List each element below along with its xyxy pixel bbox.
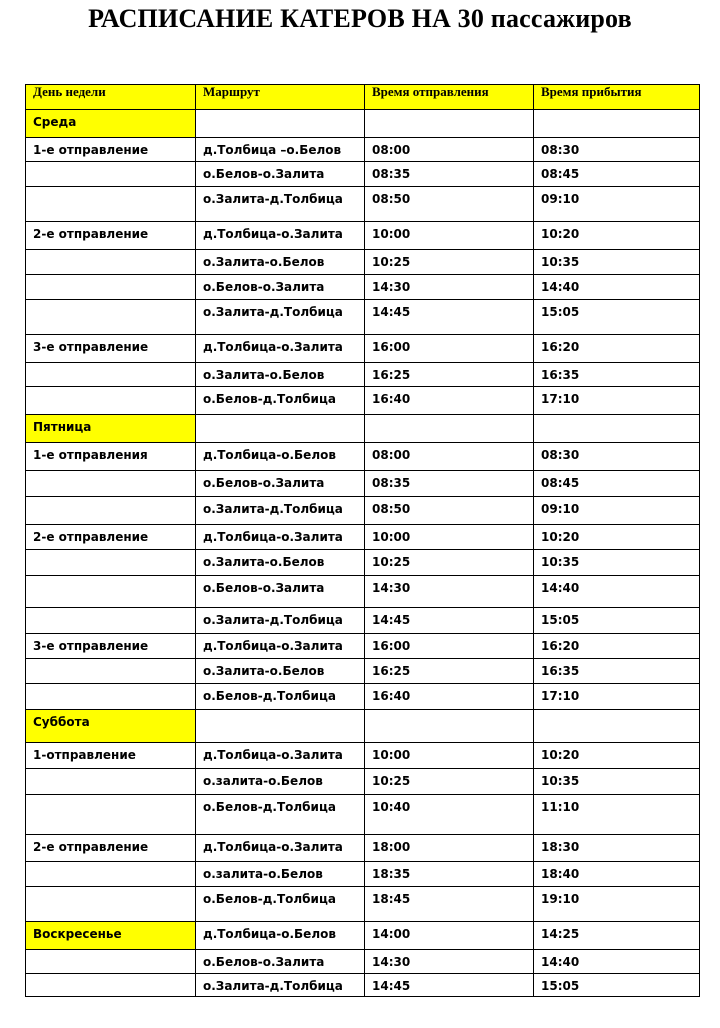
arrival-cell (534, 835, 700, 862)
departure-cell-text: 10:00 (372, 748, 411, 762)
header-route: Маршрут (196, 85, 365, 110)
route-cell-text: о.Залита-о.Белов (203, 368, 325, 382)
arrival-cell-text: 15:05 (541, 305, 580, 319)
day-label-cell (26, 387, 196, 415)
departure-cell (365, 443, 534, 471)
arrival-cell (534, 576, 700, 608)
arrival-cell (534, 659, 700, 684)
departure-cell-text: 10:00 (372, 227, 411, 241)
departure-cell-text (372, 110, 533, 115)
day-label-cell (26, 659, 196, 684)
day-label-cell (26, 300, 196, 335)
arrival-cell-text: 10:35 (541, 255, 580, 269)
day-label-cell-text (33, 162, 195, 167)
day-label-cell-text: 2-е отправление (33, 227, 149, 241)
arrival-cell-text: 10:20 (541, 748, 580, 762)
header-row (26, 85, 700, 110)
route-cell (196, 387, 365, 415)
arrival-cell (534, 550, 700, 576)
departure-cell-text: 14:30 (372, 955, 411, 969)
table-row (26, 187, 700, 222)
departure-cell (365, 710, 534, 743)
route-cell-text: о.Белов-д.Толбица (203, 689, 336, 703)
arrival-cell (534, 300, 700, 335)
route-cell-text: о.Белов-о.Залита (203, 167, 325, 181)
departure-cell-text: 16:25 (372, 368, 411, 382)
page-title: РАСПИСАНИЕ КАТЕРОВ НА 30 пассажиров (88, 4, 632, 33)
day-label-cell-text (33, 387, 195, 392)
table-row (26, 250, 700, 275)
departure-cell (365, 415, 534, 443)
departure-cell (365, 138, 534, 162)
arrival-cell (534, 471, 700, 497)
route-cell (196, 162, 365, 187)
schedule-table (25, 84, 700, 997)
day-label-cell-text (33, 769, 195, 774)
day-label-cell (26, 634, 196, 659)
day-label-cell (26, 743, 196, 769)
day-row (26, 710, 700, 743)
route-cell (196, 769, 365, 795)
route-cell (196, 608, 365, 634)
arrival-cell (534, 795, 700, 835)
day-label-cell-text (33, 974, 195, 979)
departure-cell (365, 275, 534, 300)
day-label-cell (26, 576, 196, 608)
arrival-cell-text: 17:10 (541, 392, 580, 406)
table-row (26, 387, 700, 415)
route-cell-text: д.Толбица –о.Белов (203, 143, 342, 157)
table-row (26, 300, 700, 335)
route-cell (196, 497, 365, 525)
route-cell (196, 922, 365, 950)
arrival-cell-text: 08:30 (541, 143, 580, 157)
day-label-cell-text (33, 795, 195, 800)
day-label-cell-text: Воскресенье (33, 927, 122, 941)
route-cell (196, 415, 365, 443)
departure-cell (365, 335, 534, 363)
route-cell (196, 862, 365, 887)
arrival-cell (534, 335, 700, 363)
arrival-cell (534, 110, 700, 138)
departure-cell-text (372, 710, 533, 715)
route-cell (196, 300, 365, 335)
day-label-cell-text: Суббота (33, 715, 90, 729)
day-label-cell-text: 1-отправление (33, 748, 136, 762)
departure-cell-text: 10:25 (372, 555, 411, 569)
route-cell-text: д.Толбица-о.Белов (203, 927, 336, 941)
arrival-cell-text: 14:40 (541, 955, 580, 969)
departure-cell-text: 14:30 (372, 280, 411, 294)
arrival-cell-text: 09:10 (541, 502, 580, 516)
route-cell-text: о.Залита-д.Толбица (203, 613, 343, 627)
arrival-cell (534, 950, 700, 974)
departure-cell (365, 950, 534, 974)
route-cell-text: о.Залита-д.Толбица (203, 979, 343, 993)
arrival-cell-text: 16:20 (541, 639, 580, 653)
arrival-cell (534, 710, 700, 743)
day-label-cell-text (33, 550, 195, 555)
day-label-cell-text: 1-е отправления (33, 448, 148, 462)
departure-cell-text: 16:40 (372, 392, 411, 406)
departure-cell-text: 14:45 (372, 979, 411, 993)
day-label-cell-text: 1-е отправление (33, 143, 149, 157)
arrival-cell (534, 922, 700, 950)
departure-cell-text: 18:35 (372, 867, 411, 881)
route-cell-text: о.залита-о.Белов (203, 774, 323, 788)
arrival-cell (534, 363, 700, 387)
header-day: День недели (26, 85, 196, 110)
day-label-cell-text (33, 887, 195, 892)
day-label-cell (26, 550, 196, 576)
day-label-cell-text (33, 250, 195, 255)
departure-cell-text: 18:00 (372, 840, 411, 854)
route-cell-text: д.Толбица-о.Залита (203, 639, 343, 653)
route-cell-text: о.Залита-о.Белов (203, 555, 325, 569)
departure-cell-text: 16:40 (372, 689, 411, 703)
departure-cell-text: 16:00 (372, 639, 411, 653)
arrival-cell-text: 14:40 (541, 581, 580, 595)
arrival-cell (534, 387, 700, 415)
day-row (26, 415, 700, 443)
table-row (26, 576, 700, 608)
arrival-cell (534, 222, 700, 250)
arrival-cell (534, 634, 700, 659)
arrival-cell (534, 974, 700, 997)
departure-cell-text: 10:40 (372, 800, 411, 814)
table-row (26, 887, 700, 922)
table-row (26, 138, 700, 162)
table-row (26, 497, 700, 525)
arrival-cell-text: 16:35 (541, 368, 580, 382)
table-row (26, 974, 700, 997)
route-cell-text: о.Белов-д.Толбица (203, 800, 336, 814)
departure-cell-text: 08:00 (372, 143, 411, 157)
route-cell-text: о.Белов-о.Залита (203, 955, 325, 969)
arrival-cell-text: 08:30 (541, 448, 580, 462)
arrival-cell (534, 769, 700, 795)
day-label-cell-text (33, 950, 195, 955)
departure-cell (365, 387, 534, 415)
arrival-cell (534, 743, 700, 769)
day-label-cell (26, 922, 196, 950)
day-row (26, 110, 700, 138)
day-label-cell (26, 835, 196, 862)
departure-cell-text: 10:25 (372, 255, 411, 269)
day-label-cell-text: 3-е отправление (33, 340, 149, 354)
departure-cell (365, 974, 534, 997)
arrival-cell (534, 684, 700, 710)
day-label-cell-text: 2-е отправление (33, 530, 149, 544)
day-label-cell-text: Пятница (33, 420, 92, 434)
route-cell-text: о.Залита-о.Белов (203, 255, 325, 269)
day-label-cell (26, 138, 196, 162)
table-row (26, 743, 700, 769)
departure-cell (365, 110, 534, 138)
departure-cell-text: 16:25 (372, 664, 411, 678)
table-row (26, 608, 700, 634)
departure-cell (365, 634, 534, 659)
table-row (26, 471, 700, 497)
table-row (26, 634, 700, 659)
table-row (26, 363, 700, 387)
route-cell-text: о.Залита-д.Толбица (203, 192, 343, 206)
route-cell (196, 471, 365, 497)
route-cell-text (203, 110, 364, 115)
day-label-cell (26, 950, 196, 974)
day-label-cell-text: 2-е отправление (33, 840, 149, 854)
day-label-cell (26, 525, 196, 550)
day-label-cell (26, 769, 196, 795)
departure-cell (365, 222, 534, 250)
route-cell-text: о.Залита-д.Толбица (203, 305, 343, 319)
route-cell-text (203, 415, 364, 420)
arrival-cell-text: 14:40 (541, 280, 580, 294)
day-label-cell (26, 222, 196, 250)
arrival-cell-text: 09:10 (541, 192, 580, 206)
day-label-cell-text (33, 659, 195, 664)
route-cell-text: о.Белов-о.Залита (203, 581, 325, 595)
departure-cell (365, 835, 534, 862)
departure-cell-text: 08:50 (372, 192, 411, 206)
day-label-cell-text (33, 300, 195, 305)
departure-cell-text: 10:00 (372, 530, 411, 544)
day-label-cell (26, 187, 196, 222)
arrival-cell-text: 10:20 (541, 227, 580, 241)
arrival-cell (534, 275, 700, 300)
departure-cell-text: 14:00 (372, 927, 411, 941)
day-label-cell (26, 363, 196, 387)
route-cell-text: о.Белов-д.Толбица (203, 392, 336, 406)
arrival-cell (534, 862, 700, 887)
header-departure: Время отправления (365, 85, 534, 110)
day-label-cell (26, 974, 196, 997)
arrival-cell-text: 10:35 (541, 555, 580, 569)
departure-cell (365, 187, 534, 222)
route-cell-text (203, 710, 364, 715)
route-cell-text: о.Залита-д.Толбица (203, 502, 343, 516)
route-cell (196, 443, 365, 471)
table-row (26, 550, 700, 576)
arrival-cell (534, 162, 700, 187)
table-row (26, 835, 700, 862)
route-cell-text: о.Залита-о.Белов (203, 664, 325, 678)
route-cell (196, 743, 365, 769)
route-cell (196, 684, 365, 710)
departure-cell (365, 162, 534, 187)
day-label-cell-text (33, 471, 195, 476)
departure-cell-text: 14:30 (372, 581, 411, 595)
arrival-cell-text: 15:05 (541, 979, 580, 993)
arrival-cell-text: 10:20 (541, 530, 580, 544)
day-row (26, 922, 700, 950)
route-cell (196, 974, 365, 997)
route-cell-text: д.Толбица-о.Белов (203, 448, 336, 462)
arrival-cell (534, 138, 700, 162)
route-cell (196, 138, 365, 162)
departure-cell (365, 550, 534, 576)
table-row (26, 335, 700, 363)
route-cell (196, 275, 365, 300)
arrival-cell-text: 08:45 (541, 476, 580, 490)
route-cell (196, 576, 365, 608)
day-label-cell-text (33, 576, 195, 581)
table-row (26, 525, 700, 550)
day-label-cell (26, 887, 196, 922)
route-cell (196, 222, 365, 250)
arrival-cell (534, 415, 700, 443)
departure-cell-text: 14:45 (372, 305, 411, 319)
day-label-cell (26, 684, 196, 710)
route-cell (196, 550, 365, 576)
table-row (26, 950, 700, 974)
day-label-cell-text (33, 608, 195, 613)
departure-cell (365, 922, 534, 950)
departure-cell (365, 684, 534, 710)
route-cell-text: о.Белов-о.Залита (203, 476, 325, 490)
arrival-cell (534, 250, 700, 275)
arrival-cell-text: 16:20 (541, 340, 580, 354)
departure-cell (365, 659, 534, 684)
table-row (26, 795, 700, 835)
day-label-cell-text (33, 497, 195, 502)
route-cell-text: о.залита-о.Белов (203, 867, 323, 881)
arrival-cell (534, 443, 700, 471)
departure-cell-text: 08:00 (372, 448, 411, 462)
day-label-cell-text (33, 275, 195, 280)
route-cell (196, 250, 365, 275)
table-row (26, 659, 700, 684)
route-cell (196, 795, 365, 835)
arrival-cell (534, 187, 700, 222)
table-row (26, 162, 700, 187)
day-label-cell (26, 415, 196, 443)
departure-cell (365, 525, 534, 550)
route-cell-text: д.Толбица-о.Залита (203, 530, 343, 544)
departure-cell-text: 08:35 (372, 476, 411, 490)
day-label-cell (26, 162, 196, 187)
departure-cell (365, 769, 534, 795)
departure-cell (365, 743, 534, 769)
arrival-cell (534, 887, 700, 922)
table-row (26, 275, 700, 300)
table-row (26, 684, 700, 710)
arrival-cell-text (541, 415, 699, 420)
departure-cell (365, 471, 534, 497)
arrival-cell-text: 16:35 (541, 664, 580, 678)
route-cell (196, 950, 365, 974)
route-cell-text: д.Толбица-о.Залита (203, 748, 343, 762)
arrival-cell (534, 497, 700, 525)
departure-cell-text: 08:50 (372, 502, 411, 516)
route-cell (196, 363, 365, 387)
departure-cell (365, 300, 534, 335)
arrival-cell-text (541, 110, 699, 115)
route-cell (196, 110, 365, 138)
arrival-cell-text: 08:45 (541, 167, 580, 181)
day-label-cell (26, 862, 196, 887)
table-row (26, 862, 700, 887)
route-cell-text: д.Толбица-о.Залита (203, 840, 343, 854)
day-label-cell-text (33, 684, 195, 689)
departure-cell-text (372, 415, 533, 420)
arrival-cell-text (541, 710, 699, 715)
route-cell (196, 659, 365, 684)
day-label-cell-text (33, 187, 195, 192)
table-row (26, 222, 700, 250)
day-label-cell-text (33, 862, 195, 867)
departure-cell (365, 497, 534, 525)
arrival-cell-text: 18:30 (541, 840, 580, 854)
day-label-cell (26, 110, 196, 138)
day-label-cell (26, 335, 196, 363)
route-cell (196, 187, 365, 222)
table-row (26, 769, 700, 795)
day-label-cell (26, 250, 196, 275)
route-cell (196, 710, 365, 743)
day-label-cell-text (33, 363, 195, 368)
departure-cell-text: 08:35 (372, 167, 411, 181)
route-cell (196, 887, 365, 922)
route-cell (196, 835, 365, 862)
departure-cell-text: 16:00 (372, 340, 411, 354)
arrival-cell-text: 19:10 (541, 892, 580, 906)
day-label-cell (26, 710, 196, 743)
day-label-cell (26, 608, 196, 634)
route-cell-text: д.Толбица-о.Залита (203, 227, 343, 241)
arrival-cell-text: 17:10 (541, 689, 580, 703)
departure-cell-text: 18:45 (372, 892, 411, 906)
route-cell (196, 335, 365, 363)
day-label-cell (26, 795, 196, 835)
header-arrival: Время прибытия (534, 85, 700, 110)
departure-cell (365, 608, 534, 634)
departure-cell (365, 862, 534, 887)
day-label-cell-text: Среда (33, 115, 77, 129)
arrival-cell-text: 14:25 (541, 927, 580, 941)
day-label-cell (26, 471, 196, 497)
arrival-cell (534, 608, 700, 634)
route-cell (196, 525, 365, 550)
day-label-cell (26, 275, 196, 300)
arrival-cell-text: 15:05 (541, 613, 580, 627)
departure-cell-text: 14:45 (372, 613, 411, 627)
route-cell-text: о.Белов-д.Толбица (203, 892, 336, 906)
departure-cell (365, 250, 534, 275)
route-cell (196, 634, 365, 659)
arrival-cell-text: 10:35 (541, 774, 580, 788)
arrival-cell (534, 525, 700, 550)
route-cell-text: д.Толбица-о.Залита (203, 340, 343, 354)
day-label-cell (26, 497, 196, 525)
departure-cell (365, 363, 534, 387)
departure-cell (365, 795, 534, 835)
arrival-cell-text: 18:40 (541, 867, 580, 881)
departure-cell-text: 10:25 (372, 774, 411, 788)
route-cell-text: о.Белов-о.Залита (203, 280, 325, 294)
table-row (26, 443, 700, 471)
departure-cell (365, 887, 534, 922)
day-label-cell (26, 443, 196, 471)
arrival-cell-text: 11:10 (541, 800, 580, 814)
departure-cell (365, 576, 534, 608)
day-label-cell-text: 3-е отправление (33, 639, 149, 653)
